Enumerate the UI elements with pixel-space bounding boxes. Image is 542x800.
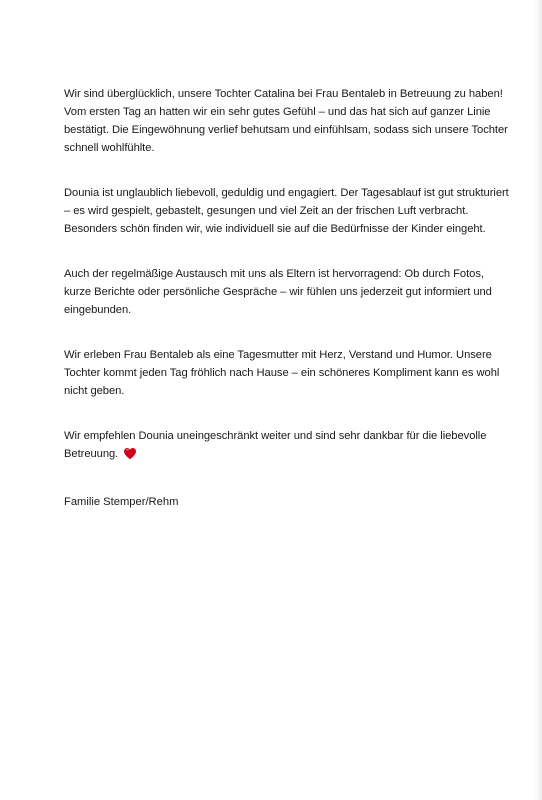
heart-icon — [123, 447, 137, 466]
paragraph-4: Wir erleben Frau Bentaleb als eine Tagesmutter mit Herz, Verstand und Humor. Unsere Tochter kommt jeden Tag fröhlich nach Hause – ein schöneres Kompliment kann es wohl nicht geben. — [64, 349, 500, 397]
recommendation-letter — [64, 85, 510, 511]
paragraph-5-container — [64, 427, 510, 466]
paragraph-3: Auch der regelmäßige Austausch mit uns als Eltern ist hervorragend: Ob durch Fotos, kurze Berichte oder persönliche Gespräche – wir fühlen uns jederzeit gut informiert und eingebunden. — [64, 268, 492, 316]
paragraph-5: Wir empfehlen Dounia uneingeschränkt weiter und sind sehr dankbar für die liebevolle Betreuung. — [64, 430, 487, 460]
paragraph-2: Dounia ist unglaublich liebevoll, geduldig und engagiert. Der Tagesablauf ist gut strukturiert – es wird gespielt, gebastelt, gesungen und viel Zeit an der frischen Luft verbracht. Besonders schön finden wir, wie individuell sie auf die Bedürfnisse der Kinder eingeht. — [64, 187, 509, 235]
paragraph-1: Wir sind überglücklich, unsere Tochter Catalina bei Frau Bentaleb in Betreuung zu haben! Vom ersten Tag an hatten wir ein sehr gutes Gefühl – und das hat sich auf ganzer Linie bestätigt. Die Eingewöhnung verlief behutsam und einfühlsam, sodass sich unsere Tochter schnell wohlfühlte. — [64, 88, 508, 154]
signature: Familie Stemper/Rehm — [64, 496, 179, 508]
page-edge-shadow — [534, 0, 542, 800]
